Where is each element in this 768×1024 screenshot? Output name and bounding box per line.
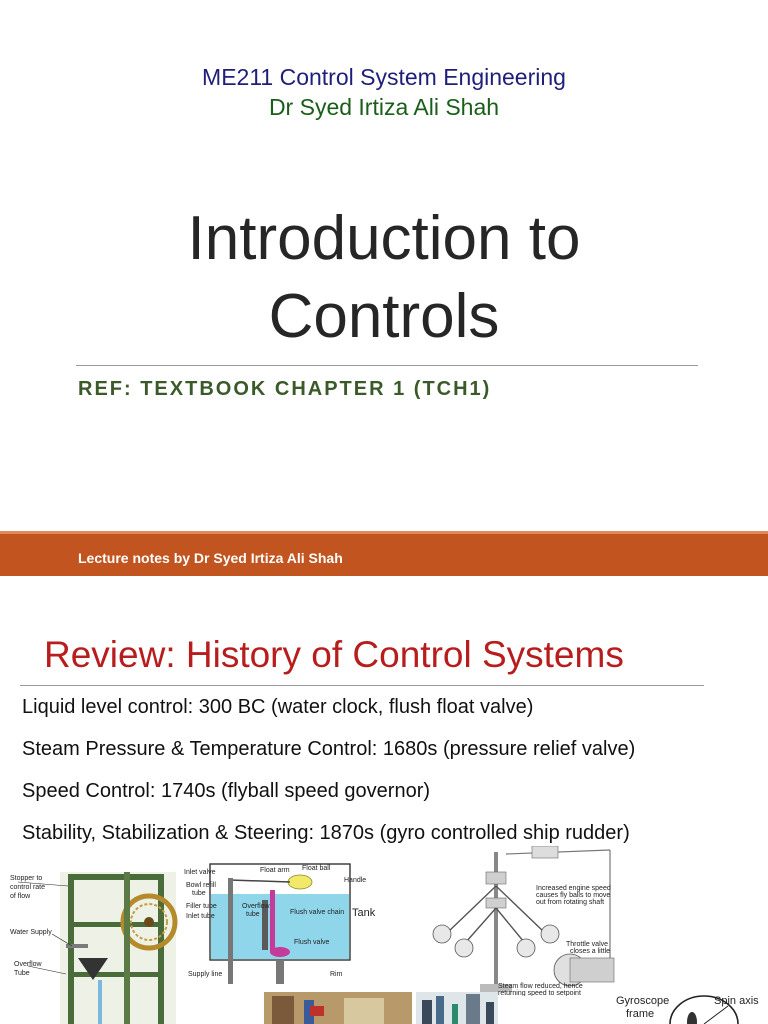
flush-label-inlet-tube: Inlet tube <box>186 913 215 920</box>
flush-label-overflow: Overflow <box>242 903 270 910</box>
flyball-governor-figure <box>420 846 620 996</box>
flush-label-inlet: Inlet valve <box>184 869 216 876</box>
governor-label-speed2: causes fly balls to move <box>536 892 611 899</box>
slide-subtitle: REF: TEXTBOOK CHAPTER 1 (TCH1) <box>78 378 492 400</box>
flush-label-handle: Handle <box>344 877 367 884</box>
governor-label-steam2: returning speed to setpoint <box>498 990 581 996</box>
history-list <box>22 690 635 858</box>
photo-thumbnail-1 <box>264 992 412 1024</box>
course-title: ME211 Control System Engineering <box>202 64 566 90</box>
lecturer-name: Dr Syed Irtiza Ali Shah <box>268 94 500 120</box>
water-clock-label-stopper2: control rate <box>10 884 46 891</box>
governor-label-steam: Steam flow reduced, hence <box>498 983 583 990</box>
governor-label-speed: Increased engine speed <box>536 885 611 892</box>
flush-label-chain: Flush valve chain <box>290 909 345 916</box>
flush-label-tank: Tank <box>352 907 376 919</box>
photo-thumbnail-2 <box>416 992 498 1024</box>
flush-label-flush-valve: Flush valve <box>294 939 330 946</box>
water-clock-label-overflow: Overflow <box>14 961 42 968</box>
list-item: Speed Control: 1740s (flyball speed governor) <box>22 780 431 802</box>
slide-title-line2: Controls <box>268 282 500 351</box>
list-item: Steam Pressure & Temperature Control: 1680s (pressure relief valve) <box>22 738 636 760</box>
review-divider <box>20 685 704 686</box>
governor-label-throttle: Throttle valve <box>566 941 609 948</box>
flush-label-overflow2: tube <box>246 911 260 918</box>
flush-valve-figure <box>184 860 384 988</box>
flush-label-refill2: tube <box>192 890 206 897</box>
governor-label-speed3: out from rotating shaft <box>536 899 605 906</box>
gyro-label-frame: Gyroscope <box>616 995 670 1007</box>
water-clock-label-stopper: Stopper to <box>10 875 43 882</box>
governor-label-throttle2: closes a little <box>570 948 611 955</box>
flush-label-float-arm: Float arm <box>260 867 290 874</box>
gyro-label-spin-axis: Spin axis <box>714 995 759 1007</box>
water-clock-label-supply: Water Supply <box>10 929 52 936</box>
list-item: Liquid level control: 300 BC (water clock, flush float valve) <box>22 696 534 718</box>
flush-label-filler: Filler tube <box>186 903 217 910</box>
slide-title-line1: Introduction to <box>187 204 581 273</box>
water-clock-figure <box>8 862 186 1024</box>
footer-bar <box>0 531 768 579</box>
slide-title <box>0 200 768 356</box>
gyroscope-figure <box>608 992 768 1024</box>
footer-text: Lecture notes by Dr Syed Irtiza Ali Shah <box>78 550 343 566</box>
flush-label-refill: Bowl refill <box>186 882 216 889</box>
water-clock-label-tube: Tube <box>14 970 30 977</box>
title-divider <box>76 365 698 366</box>
flush-label-supply: Supply line <box>188 971 223 978</box>
flush-label-rim: Rim <box>330 971 343 978</box>
review-title: Review: History of Control Systems <box>44 634 624 675</box>
water-clock-label-stopper3: of flow <box>10 893 31 900</box>
flush-label-float-ball: Float ball <box>302 865 331 872</box>
list-item: Stability, Stabilization & Steering: 1870s (gyro controlled ship rudder) <box>22 822 630 844</box>
history-slide <box>0 576 768 1024</box>
gyro-label-frame2: frame <box>626 1008 655 1020</box>
